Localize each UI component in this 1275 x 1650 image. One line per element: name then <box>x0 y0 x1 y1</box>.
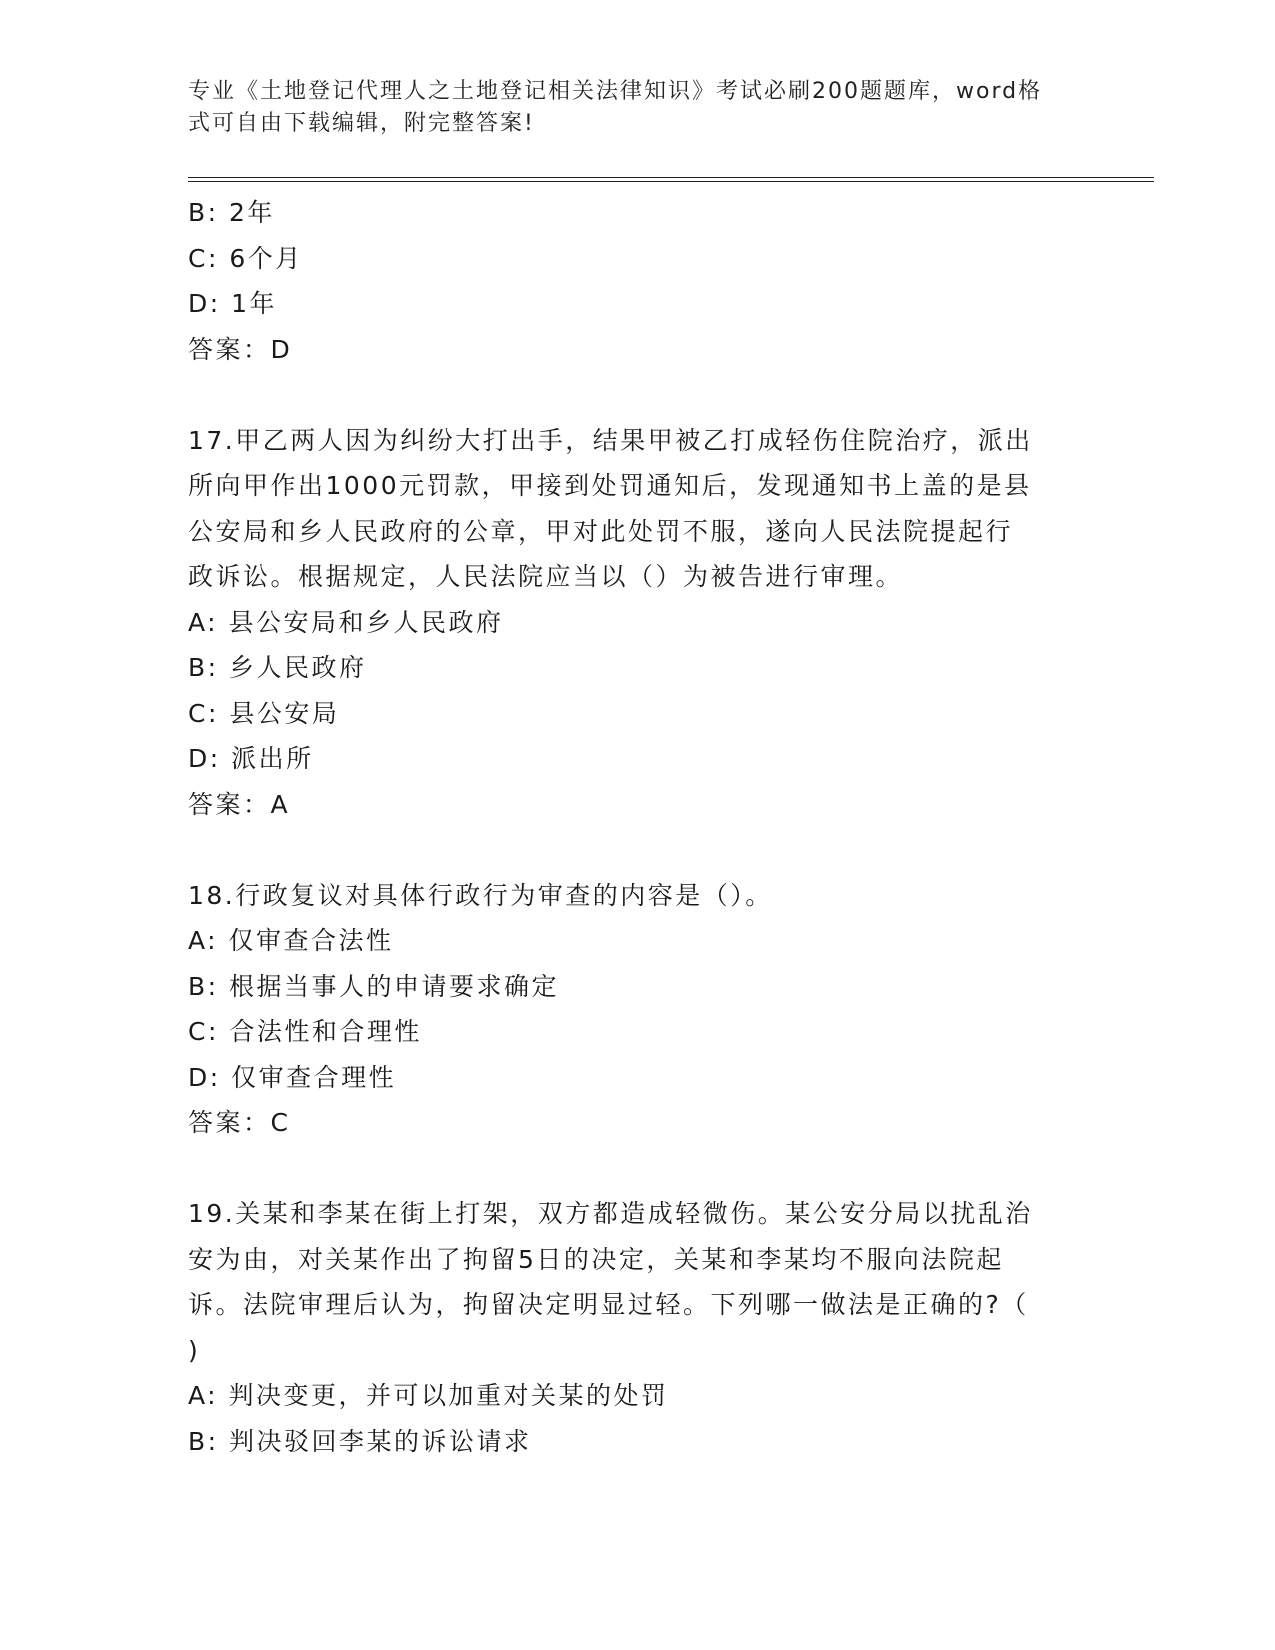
prev-question-block <box>188 190 1068 372</box>
question-17-text-line: 政诉讼。根据规定，人民法院应当以（）为被告进行审理。 <box>188 562 904 591</box>
question-19-text-line: ) <box>188 1335 201 1365</box>
option-d: D: 仅审查合理性 <box>188 1062 397 1092</box>
question-17-block <box>188 418 1068 828</box>
question-18-block <box>188 873 1068 1146</box>
answer-line: 答案：C <box>188 1108 291 1137</box>
answer-line: 答案：D <box>188 334 293 364</box>
question-18-text-line: 18.行政复议对具体行政行为审查的内容是（）。 <box>188 880 773 910</box>
option-b: B: 根据当事人的申请要求确定 <box>188 971 560 1001</box>
spacer <box>188 1146 1068 1192</box>
option-b: B: 2年 <box>188 198 275 227</box>
page-header <box>188 76 1068 140</box>
answer-line: 答案：A <box>188 789 291 819</box>
question-19-text-line: 安为由，对关某作出了拘留5日的决定，关某和李某均不服向法院起 <box>188 1244 1004 1274</box>
option-d: D: 1年 <box>188 289 278 318</box>
option-a: A: 仅审查合法性 <box>188 926 394 955</box>
question-19-text-line: 19.关某和李某在街上打架，双方都造成轻微伤。某公安分局以扰乱治 <box>188 1199 1033 1228</box>
question-17-text-line: 17.甲乙两人因为纠纷大打出手，结果甲被乙打成轻伤住院治疗，派出 <box>188 425 1033 455</box>
spacer <box>188 372 1068 418</box>
question-17-text-line: 公安局和乡人民政府的公章，甲对此处罚不服，遂向人民法院提起行 <box>188 516 1014 546</box>
option-c: C: 县公安局 <box>188 698 340 728</box>
question-17-text-line: 所向甲作出1000元罚款，甲接到处罚通知后，发现通知书上盖的是县 <box>188 471 1032 500</box>
header-line-2: 式可自由下载编辑，附完整答案! <box>188 111 535 136</box>
header-divider <box>188 177 1154 182</box>
option-b: B: 乡人民政府 <box>188 653 367 682</box>
option-c: C: 6个月 <box>188 243 303 273</box>
question-19-block <box>188 1191 1068 1464</box>
option-d: D: 派出所 <box>188 744 314 773</box>
option-b: B: 判决驳回李某的诉讼请求 <box>188 1426 532 1456</box>
question-content <box>188 190 1068 1464</box>
option-a: A: 判决变更，并可以加重对关某的处罚 <box>188 1381 669 1410</box>
header-line-1: 专业《土地登记代理人之土地登记相关法律知识》考试必刷200题题库，word格 <box>188 79 1043 104</box>
option-c: C: 合法性和合理性 <box>188 1017 422 1046</box>
question-19-text-line: 诉。法院审理后认为，拘留决定明显过轻。下列哪一做法是正确的?（ <box>188 1290 1029 1319</box>
option-a: A: 县公安局和乡人民政府 <box>188 607 504 637</box>
spacer <box>188 827 1068 873</box>
